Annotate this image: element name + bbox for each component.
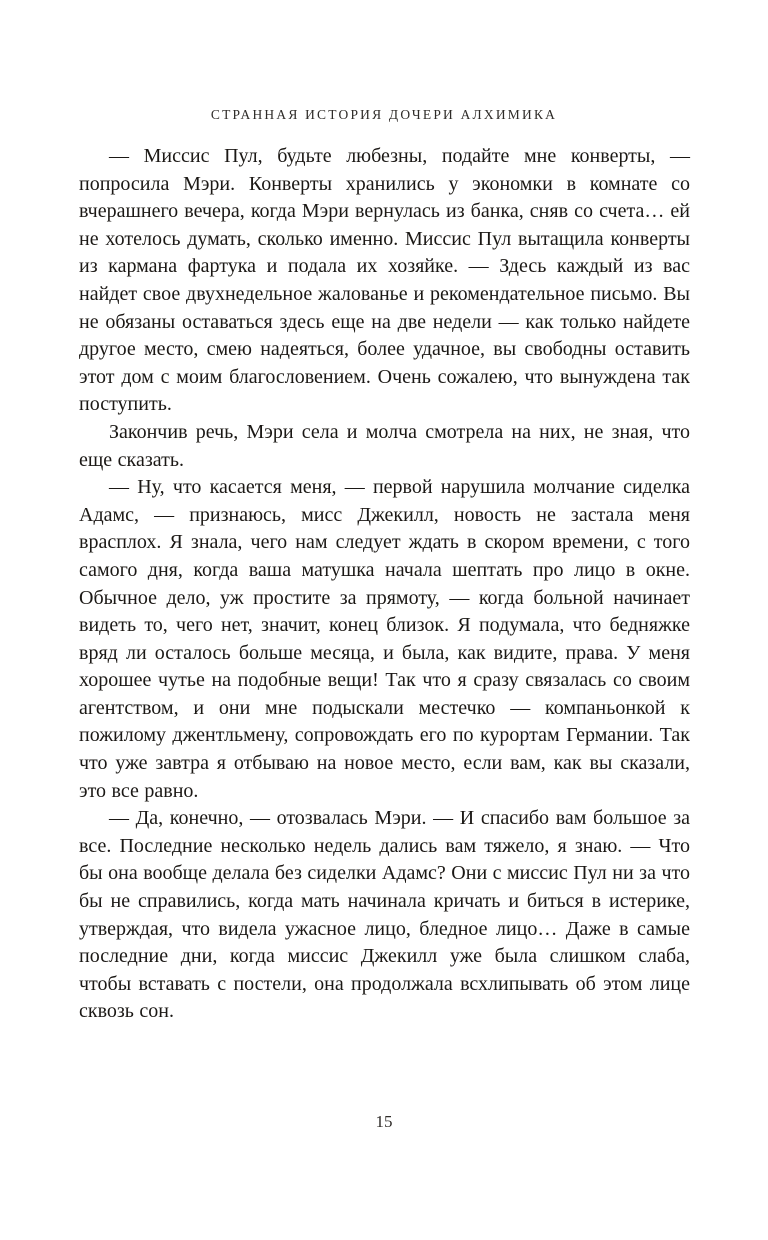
text-block: [79, 143, 690, 1026]
running-header: СТРАННАЯ ИСТОРИЯ ДОЧЕРИ АЛХИМИКА: [210, 107, 558, 122]
paragraph: — Миссис Пул, будьте любезны, подайте мне конверты, — попросила Мэри. Конверты хранились у экономки в комнате со вчерашнего вечера, когда Мэри вернулась из банка, сняв со счета… ей не хотелось думать, сколько именно. Миссис Пул вытащила конверты из кармана фартука и подала их хозяйке. — Здесь каждый из вас найдет свое двухнедельное жалованье и рекомендательное письмо. Вы не обязаны оставаться здесь еще на две недели — как только найдете другое место, смею надеяться, более удачное, вы свободны оставить этот дом с моим благословением. Очень сожалею, что вынуждена так поступить.: [79, 145, 690, 416]
paragraph: Закончив речь, Мэри села и молча смотрела на них, не зная, что еще сказать.: [79, 420, 690, 471]
paragraph: — Да, конечно, — отозвалась Мэри. — И спасибо вам большое за все. Последние несколько недель дались вам тяжело, я знаю. — Что бы она вообще делала без сиделки Адамс? Они с миссис Пул ни за что бы не справились, когда мать начинала кричать и биться в истерике, утверждая, что видела ужасное лицо, бледное лицо… Даже в самые последние дни, когда миссис Джекилл уже была слишком слаба, чтобы вставать с постели, она продолжала всхлипывать об этом лице сквозь сон.: [79, 807, 690, 1023]
page-number: 15: [375, 1112, 393, 1131]
paragraph: — Ну, что касается меня, — первой нарушила молчание сиделка Адамс, — признаюсь, мисс Джекилл, новость не застала меня врасплох. Я знала, чего нам следует ждать в скором времени, с того самого дня, когда ваша матушка начала шептать про лицо в окне. Обычное дело, уж простите за прямоту, — когда больной начинает видеть то, чего нет, значит, конец близок. Я подумала, что бедняжке вряд ли осталось больше месяца, и была, как видите, права. У меня хорошее чутье на подобные вещи! Так что я сразу связалась со своим агентством, и они мне подыскали местечко — компаньонкой к пожилому джентльмену, сопровождать его по курортам Германии. Так что уже завтра я отбываю на новое место, если вам, как вы сказали, это все равно.: [79, 476, 690, 802]
